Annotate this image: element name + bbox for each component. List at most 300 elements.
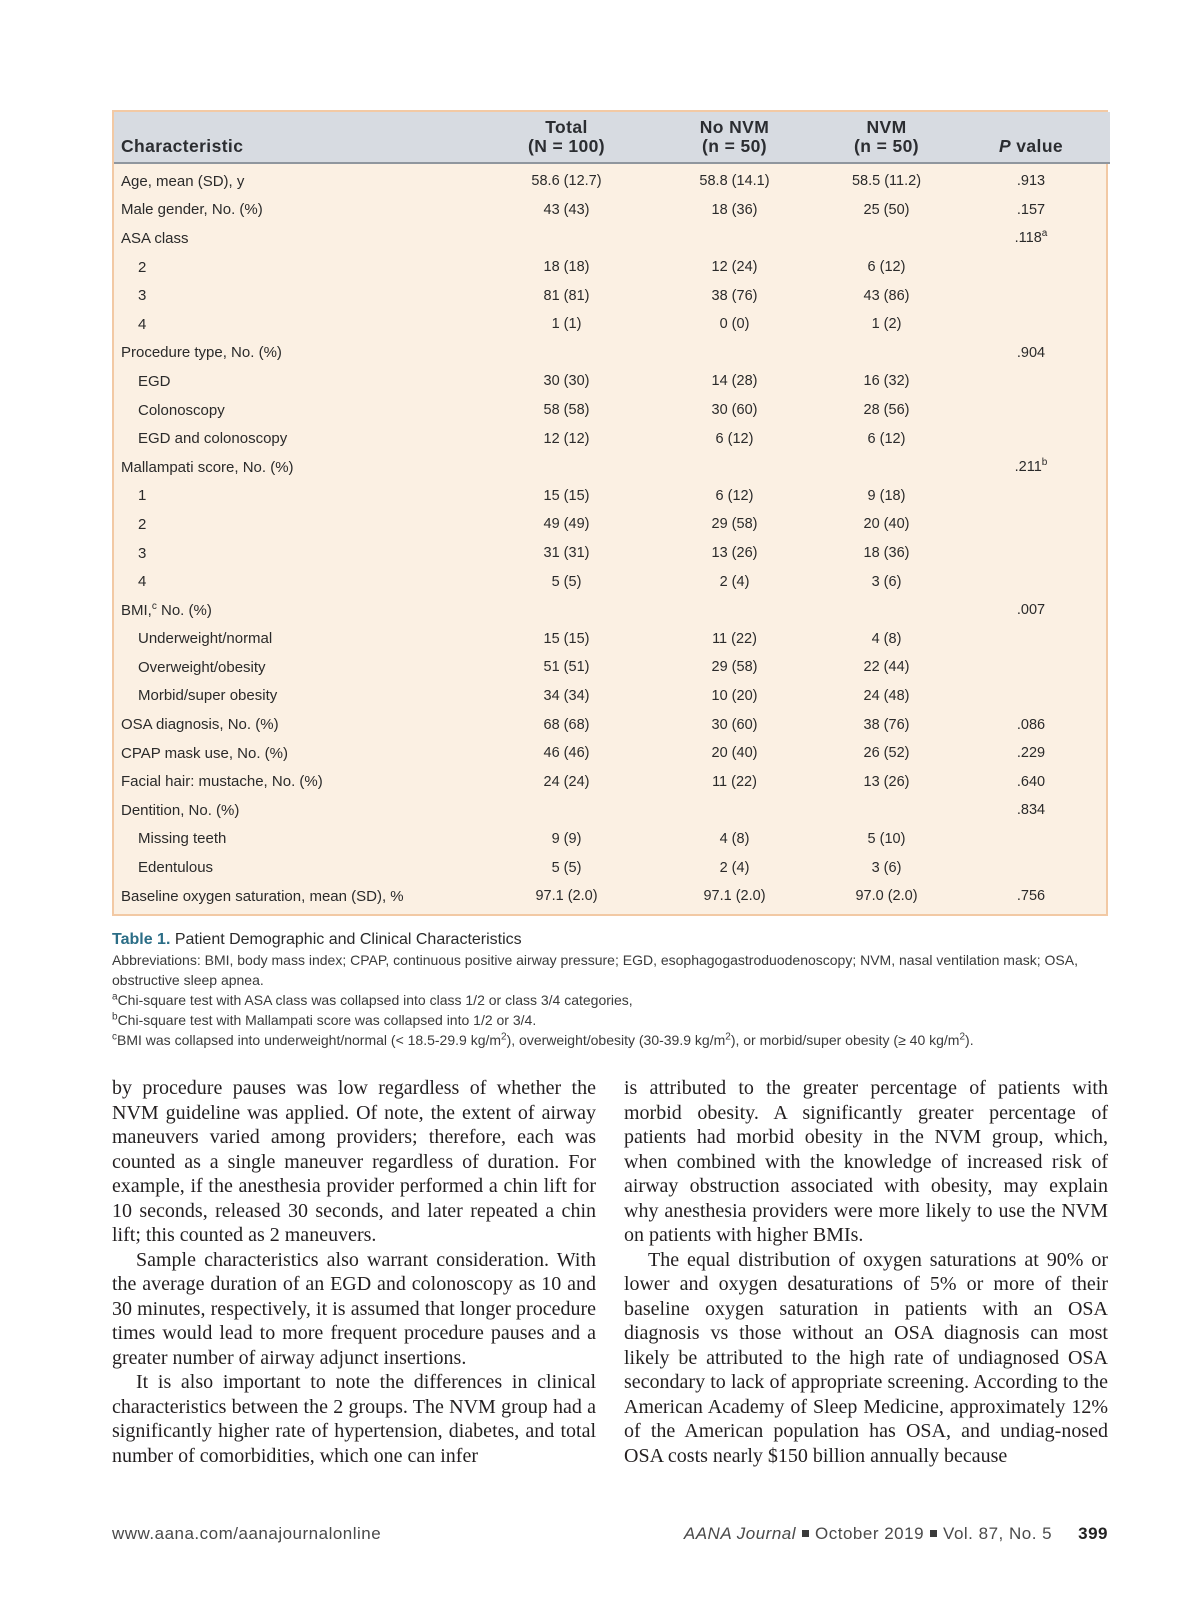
cell-no-nvm-text: 29 (58) xyxy=(711,659,758,676)
cell-total xyxy=(485,424,648,453)
table-row xyxy=(114,424,1110,453)
row-label-text: Male gender, No. (%) xyxy=(121,201,263,219)
body-right-column xyxy=(624,1076,1108,1468)
cell-p-value xyxy=(952,539,1110,568)
header-no-nvm-text: No NVM (n = 50) xyxy=(699,117,770,156)
cell-nvm xyxy=(821,196,952,225)
cell-total-text: 46 (46) xyxy=(543,745,590,762)
cell-total-text: 49 (49) xyxy=(543,516,590,533)
cell-total xyxy=(485,310,648,339)
footnote-a: $^a$Chi-square test with ASA class was collapsed into class 1/2 or class 3/4 categories, xyxy=(112,991,633,1008)
cell-nvm xyxy=(821,825,952,854)
row-label xyxy=(114,653,485,682)
cell-p-value xyxy=(952,453,1110,482)
cell-total xyxy=(485,396,648,425)
cell-no-nvm-text: 29 (58) xyxy=(711,516,758,533)
table-header-row xyxy=(114,112,1110,163)
characteristics-table xyxy=(112,110,1108,916)
cell-no-nvm-text: 18 (36) xyxy=(711,201,758,218)
table-row xyxy=(114,596,1110,625)
cell-no-nvm xyxy=(648,281,821,310)
table-row xyxy=(114,796,1110,825)
cell-total xyxy=(485,653,648,682)
header-p-value-text: P value xyxy=(998,136,1064,156)
table-row xyxy=(114,510,1110,539)
table-row xyxy=(114,281,1110,310)
row-label-text: ASA class xyxy=(121,229,189,247)
footnote-b-text: Chi-square test with Mallampati score was collapsed into 1/2 or 3/4. xyxy=(117,1012,537,1028)
row-label xyxy=(114,396,485,425)
cell-p-value xyxy=(952,367,1110,396)
cell-p-value-text: .640 xyxy=(1016,773,1046,790)
cell-no-nvm xyxy=(648,424,821,453)
cell-p-value xyxy=(952,767,1110,796)
cell-total-text: 58 (58) xyxy=(543,402,590,419)
body-left-column xyxy=(112,1076,596,1468)
row-label-text: OSA diagnosis, No. (%) xyxy=(121,716,279,734)
header-total xyxy=(485,112,648,163)
cell-no-nvm xyxy=(648,253,821,282)
body-paragraph: It is also important to note the differences in clinical characteristics between the 2 groups. The NVM group had a significantly higher rate of hypertension, diabetes, and total number of comorbidities, which one can infer xyxy=(112,1371,596,1467)
row-label xyxy=(114,710,485,739)
cell-no-nvm-text: 6 (12) xyxy=(715,430,754,447)
row-label xyxy=(114,367,485,396)
caption-title-line xyxy=(112,929,1112,950)
row-label-text: Age, mean (SD), y xyxy=(121,172,245,190)
row-label-text: 3 xyxy=(138,544,147,562)
row-label-text: 4 xyxy=(138,315,147,333)
cell-no-nvm xyxy=(648,510,821,539)
table-row xyxy=(114,196,1110,225)
footnote-b: $^b$Chi-square test with Mallampati score was collapsed into 1/2 or 3/4. xyxy=(112,1011,537,1028)
cell-p-value-text: .118 xyxy=(1014,230,1042,247)
cell-nvm-text: 20 (40) xyxy=(863,516,910,533)
header-characteristic: Characteristic xyxy=(114,112,485,163)
cell-no-nvm-text: 38 (76) xyxy=(711,287,758,304)
cell-total xyxy=(485,539,648,568)
cell-p-value xyxy=(952,882,1110,915)
row-label xyxy=(114,453,485,482)
row-label-text: 2 xyxy=(138,515,147,533)
cell-total xyxy=(485,163,648,196)
cell-p-value xyxy=(952,596,1110,625)
cell-p-value-text: .904 xyxy=(1016,344,1046,361)
cell-no-nvm xyxy=(648,710,821,739)
cell-p-value xyxy=(952,825,1110,854)
cell-nvm xyxy=(821,224,952,253)
cell-p-value xyxy=(952,710,1110,739)
cell-no-nvm xyxy=(648,396,821,425)
cell-total-text: 81 (81) xyxy=(543,287,590,304)
cell-no-nvm xyxy=(648,567,821,596)
cell-total-text: 43 (43) xyxy=(543,201,590,218)
cell-no-nvm-text: 10 (20) xyxy=(711,687,758,704)
cell-nvm xyxy=(821,482,952,511)
header-nvm xyxy=(821,112,952,163)
square-bullet-icon xyxy=(802,1530,809,1537)
cell-no-nvm xyxy=(648,482,821,511)
row-label xyxy=(114,224,485,253)
footnote-c-part1: BMI was collapsed into underweight/normal (< 18.5-29.9 kg/m xyxy=(117,1032,502,1048)
cell-p-value xyxy=(952,682,1110,711)
cell-no-nvm xyxy=(648,767,821,796)
row-label xyxy=(114,625,485,654)
caption-title: Patient Demographic and Clinical Characteristics xyxy=(174,931,522,948)
cell-total-text: 30 (30) xyxy=(543,373,590,390)
row-label xyxy=(114,882,485,915)
cell-nvm xyxy=(821,625,952,654)
caption-abbreviations: Abbreviations: BMI, body mass index; CPAP, continuous positive airway pressure; EGD, esophagogastroduodenoscopy; NVM, nasal ventilation mask; OSA, obstructive sleep apnea. xyxy=(112,952,1078,988)
cell-no-nvm-text: 2 (4) xyxy=(719,859,750,876)
cell-total xyxy=(485,224,648,253)
cell-nvm xyxy=(821,739,952,768)
cell-no-nvm xyxy=(648,825,821,854)
footnote-a-text: Chi-square test with ASA class was collapsed into class 1/2 or class 3/4 categories, xyxy=(117,992,633,1008)
cell-p-value xyxy=(952,310,1110,339)
body-paragraph: by procedure pauses was low regardless of whether the NVM guideline was applied. Of note, the extent of airway maneuvers varied among providers; therefore, each was counted as a single maneuver regardless of duration. For example, if the anesthesia provider performed a chin lift for 10 seconds, released 30 seconds, and later repeated a chin lift; this counted as 2 maneuvers. xyxy=(112,1077,596,1246)
cell-nvm xyxy=(821,253,952,282)
cell-total-text: 97.1 (2.0) xyxy=(535,888,598,905)
cell-nvm-text: 28 (56) xyxy=(863,402,910,419)
cell-p-value xyxy=(952,482,1110,511)
table-row xyxy=(114,767,1110,796)
cell-no-nvm xyxy=(648,196,821,225)
row-label-text: 2 xyxy=(138,258,147,276)
table-row xyxy=(114,825,1110,854)
row-label-text: Morbid/super obesity xyxy=(138,687,278,705)
row-label xyxy=(114,339,485,368)
row-label xyxy=(114,196,485,225)
cell-nvm xyxy=(821,596,952,625)
row-label-text: Colonoscopy xyxy=(138,401,225,419)
cell-no-nvm-text: 2 (4) xyxy=(719,573,750,590)
cell-no-nvm xyxy=(648,339,821,368)
issue-date: October 2019 xyxy=(815,1524,925,1543)
cell-total-text: 15 (15) xyxy=(543,630,590,647)
cell-nvm xyxy=(821,710,952,739)
cell-nvm-text: 24 (48) xyxy=(863,687,910,704)
cell-no-nvm xyxy=(648,224,821,253)
cell-no-nvm xyxy=(648,653,821,682)
row-label xyxy=(114,682,485,711)
footnote-c-part2: ), overweight/obesity (30-39.9 kg/m xyxy=(506,1032,726,1048)
table-row xyxy=(114,882,1110,915)
cell-nvm-text: 3 (6) xyxy=(871,573,902,590)
cell-no-nvm-text: 97.1 (2.0) xyxy=(703,888,766,905)
cell-p-value xyxy=(952,510,1110,539)
cell-nvm xyxy=(821,653,952,682)
cell-nvm xyxy=(821,310,952,339)
journal-name: AANA Journal xyxy=(683,1524,797,1543)
row-label xyxy=(114,510,485,539)
table-row xyxy=(114,453,1110,482)
row-label xyxy=(114,482,485,511)
row-label xyxy=(114,567,485,596)
cell-no-nvm xyxy=(648,853,821,882)
cell-total-text: 24 (24) xyxy=(543,773,590,790)
cell-nvm xyxy=(821,281,952,310)
table-row xyxy=(114,163,1110,196)
row-label-text: Overweight/obesity xyxy=(138,658,266,676)
cell-total-text: 9 (9) xyxy=(551,830,582,847)
cell-no-nvm xyxy=(648,882,821,915)
cell-nvm xyxy=(821,796,952,825)
cell-total xyxy=(485,482,648,511)
footnote-marker: c xyxy=(151,600,157,612)
row-label-text: Edentulous xyxy=(138,859,214,877)
footnote-marker: b xyxy=(1041,457,1048,469)
table-caption xyxy=(112,929,1112,1050)
cell-p-value xyxy=(952,281,1110,310)
cell-p-value xyxy=(952,396,1110,425)
row-label-text: EGD xyxy=(138,372,171,390)
row-label-text: Procedure type, No. (%) xyxy=(121,344,282,362)
cell-total xyxy=(485,510,648,539)
volume-info: Vol. 87, No. 5 xyxy=(943,1524,1053,1543)
row-label xyxy=(114,163,485,196)
cell-no-nvm-text: 6 (12) xyxy=(715,487,754,504)
cell-nvm xyxy=(821,882,952,915)
cell-nvm xyxy=(821,682,952,711)
cell-total xyxy=(485,853,648,882)
cell-total xyxy=(485,453,648,482)
cell-total xyxy=(485,367,648,396)
cell-no-nvm-text: 58.8 (14.1) xyxy=(699,173,770,190)
row-label xyxy=(114,739,485,768)
cell-total-text: 18 (18) xyxy=(543,259,590,276)
footnote-marker: a xyxy=(1041,228,1048,240)
row-label-text: 3 xyxy=(138,287,147,305)
table-row xyxy=(114,853,1110,882)
table-row xyxy=(114,367,1110,396)
table-row xyxy=(114,253,1110,282)
row-label xyxy=(114,596,485,625)
cell-p-value-text: .756 xyxy=(1016,888,1046,905)
journal-info xyxy=(684,1524,1108,1544)
cell-p-value xyxy=(952,224,1110,253)
cell-p-value xyxy=(952,625,1110,654)
cell-no-nvm-text: 11 (22) xyxy=(712,630,757,647)
row-label-text: CPAP mask use, No. (%) xyxy=(121,744,288,762)
cell-p-value-text: .229 xyxy=(1016,745,1046,762)
cell-no-nvm-text: 20 (40) xyxy=(711,745,758,762)
row-label xyxy=(114,539,485,568)
table-row xyxy=(114,710,1110,739)
cell-nvm-text: 25 (50) xyxy=(863,201,910,218)
cell-no-nvm-text: 30 (60) xyxy=(711,716,758,733)
cell-nvm-text: 13 (26) xyxy=(863,773,910,790)
cell-nvm-text: 1 (2) xyxy=(871,316,902,333)
cell-nvm-text: 4 (8) xyxy=(871,630,902,647)
cell-no-nvm-text: 0 (0) xyxy=(719,316,750,333)
header-nvm-text: NVM (n = 50) xyxy=(854,117,919,156)
cell-no-nvm xyxy=(648,310,821,339)
p-letter: P xyxy=(998,136,1012,156)
cell-no-nvm xyxy=(648,539,821,568)
row-label-text: EGD and colonoscopy xyxy=(138,430,288,448)
row-label-text: 4 xyxy=(138,573,147,591)
header-p-value xyxy=(952,112,1110,163)
cell-no-nvm xyxy=(648,739,821,768)
cell-total xyxy=(485,596,648,625)
cell-total xyxy=(485,567,648,596)
cell-total-text: 68 (68) xyxy=(543,716,590,733)
row-label-text: Dentition, No. (%) xyxy=(121,801,240,819)
footnote-c-part4: ). xyxy=(965,1032,974,1048)
cell-nvm xyxy=(821,339,952,368)
cell-nvm-text: 16 (32) xyxy=(863,373,910,390)
cell-p-value xyxy=(952,567,1110,596)
cell-p-value xyxy=(952,653,1110,682)
cell-total-text: 34 (34) xyxy=(543,687,590,704)
table-row xyxy=(114,739,1110,768)
cell-nvm-text: 58.5 (11.2) xyxy=(851,173,922,190)
cell-total-text: 5 (5) xyxy=(551,859,582,876)
cell-total xyxy=(485,767,648,796)
cell-no-nvm xyxy=(648,625,821,654)
cell-p-value-text: .913 xyxy=(1016,173,1046,190)
cell-total xyxy=(485,196,648,225)
row-label-text: 1 xyxy=(138,487,147,505)
cell-nvm-text: 5 (10) xyxy=(867,830,906,847)
cell-total xyxy=(485,825,648,854)
cell-no-nvm-text: 30 (60) xyxy=(711,402,758,419)
cell-no-nvm xyxy=(648,796,821,825)
table-body xyxy=(114,163,1110,914)
row-label xyxy=(114,253,485,282)
table-row xyxy=(114,310,1110,339)
cell-nvm xyxy=(821,567,952,596)
row-label-text: Mallampati score, No. (%) xyxy=(121,458,294,476)
cell-p-value xyxy=(952,163,1110,196)
row-label xyxy=(114,825,485,854)
cell-p-value-text: .157 xyxy=(1016,201,1046,218)
cell-total-text: 1 (1) xyxy=(551,316,582,333)
table-row xyxy=(114,224,1110,253)
cell-total-text: 15 (15) xyxy=(543,487,590,504)
cell-total-text: 12 (12) xyxy=(543,430,590,447)
cell-no-nvm-text: 11 (22) xyxy=(712,773,757,790)
cell-nvm-text: 3 (6) xyxy=(871,859,902,876)
footnote-c-part3: ), or morbid/super obesity (≥ 40 kg/m xyxy=(730,1032,960,1048)
cell-no-nvm-text: 14 (28) xyxy=(711,373,758,390)
row-label xyxy=(114,853,485,882)
table-row xyxy=(114,482,1110,511)
cell-nvm-text: 6 (12) xyxy=(867,430,906,447)
cell-p-value-text: .211 xyxy=(1014,459,1042,476)
cell-total xyxy=(485,625,648,654)
cell-p-value xyxy=(952,339,1110,368)
header-no-nvm xyxy=(648,112,821,163)
cell-no-nvm xyxy=(648,453,821,482)
cell-nvm xyxy=(821,510,952,539)
table-row xyxy=(114,396,1110,425)
table-row xyxy=(114,339,1110,368)
cell-p-value xyxy=(952,739,1110,768)
cell-nvm xyxy=(821,853,952,882)
cell-total-text: 58.6 (12.7) xyxy=(531,173,602,190)
cell-nvm xyxy=(821,767,952,796)
cell-no-nvm xyxy=(648,596,821,625)
cell-no-nvm xyxy=(648,682,821,711)
cell-total xyxy=(485,281,648,310)
cell-total xyxy=(485,796,648,825)
row-label xyxy=(114,310,485,339)
page-footer xyxy=(112,1524,1108,1548)
row-label-text: Facial hair: mustache, No. (%) xyxy=(121,773,323,791)
cell-nvm xyxy=(821,367,952,396)
cell-total xyxy=(485,882,648,915)
row-label xyxy=(114,424,485,453)
cell-no-nvm xyxy=(648,367,821,396)
cell-nvm xyxy=(821,396,952,425)
cell-total-text: 31 (31) xyxy=(543,545,590,562)
cell-p-value-text: .834 xyxy=(1016,802,1046,819)
body-paragraph: The equal distribution of oxygen saturations at 90% or lower and oxygen desaturations of 5% or more of their baseline oxygen saturation in patients with an OSA diagnosis vs those without an OSA diagnosis can most likely be attributed to the high rate of undiagnosed OSA secondary to lack of appropriate screening. According to the American Academy of Sleep Medicine, approximately 12% of the American population has OSA, and undiag-nosed OSA costs nearly $150 billion annually because xyxy=(624,1248,1108,1467)
cell-total xyxy=(485,253,648,282)
cell-no-nvm-text: 12 (24) xyxy=(711,259,758,276)
cell-p-value xyxy=(952,796,1110,825)
table-row xyxy=(114,539,1110,568)
cell-nvm xyxy=(821,539,952,568)
table-row xyxy=(114,625,1110,654)
cell-nvm-text: 97.0 (2.0) xyxy=(855,888,918,905)
table-row xyxy=(114,567,1110,596)
cell-nvm-text: 38 (76) xyxy=(863,716,910,733)
row-label-text: Missing teeth xyxy=(138,830,227,848)
journal-url-link[interactable]: www.aana.com/aanajournalonline xyxy=(112,1524,382,1543)
row-label xyxy=(114,767,485,796)
table-row xyxy=(114,653,1110,682)
cell-nvm-text: 22 (44) xyxy=(863,659,910,676)
cell-nvm-text: 9 (18) xyxy=(867,487,906,504)
cell-nvm xyxy=(821,453,952,482)
cell-no-nvm-text: 13 (26) xyxy=(711,545,758,562)
cell-nvm xyxy=(821,163,952,196)
body-paragraph: Sample characteristics also warrant consideration. With the average duration of an EGD and colonoscopy as 10 and 30 minutes, respectively, it is assumed that longer procedure times would lead to more frequent procedure pauses and a greater number of airway adjunct insertions. xyxy=(112,1248,596,1369)
cell-p-value xyxy=(952,253,1110,282)
table-row xyxy=(114,682,1110,711)
cell-p-value xyxy=(952,424,1110,453)
square-bullet-icon xyxy=(930,1530,937,1537)
cell-p-value xyxy=(952,853,1110,882)
cell-nvm-text: 6 (12) xyxy=(867,259,906,276)
cell-total-text: 51 (51) xyxy=(543,659,590,676)
cell-total xyxy=(485,710,648,739)
cell-total xyxy=(485,339,648,368)
page-number: 399 xyxy=(1078,1524,1108,1543)
header-total-text: Total (N = 100) xyxy=(527,117,606,156)
cell-no-nvm xyxy=(648,163,821,196)
cell-nvm xyxy=(821,424,952,453)
cell-nvm-text: 18 (36) xyxy=(863,545,910,562)
row-label-text: Baseline oxygen saturation, mean (SD), % xyxy=(121,887,404,905)
cell-p-value-text: .007 xyxy=(1016,602,1046,619)
cell-no-nvm-text: 4 (8) xyxy=(719,830,750,847)
row-label xyxy=(114,281,485,310)
row-label xyxy=(114,796,485,825)
cell-p-value xyxy=(952,196,1110,225)
footnote-c: $^c$BMI was collapsed into underweight/normal (< 18.5-29.9 $kg/m^2$), overweight/obesity (30-39.9 $kg/m^2$), or morbid/super obesity (≥ 40 $kg/m^2$). xyxy=(112,1031,974,1048)
row-label-text: BMI, xyxy=(121,601,152,619)
cell-p-value-text: .086 xyxy=(1016,716,1046,733)
cell-nvm-text: 43 (86) xyxy=(863,287,910,304)
body-paragraph: is attributed to the greater percentage of patients with morbid obesity. A significantly greater percentage of patients had morbid obesity in the NVM group, which, when combined with the knowledge of increased risk of airway obstruction associated with obesity, may explain why anesthesia providers were more likely to use the NVM on patients with higher BMIs. xyxy=(624,1077,1108,1246)
cell-total-text: 5 (5) xyxy=(551,573,582,590)
row-label-suffix: No. (%) xyxy=(156,601,212,619)
row-label-text: Underweight/normal xyxy=(138,630,273,648)
cell-total xyxy=(485,682,648,711)
